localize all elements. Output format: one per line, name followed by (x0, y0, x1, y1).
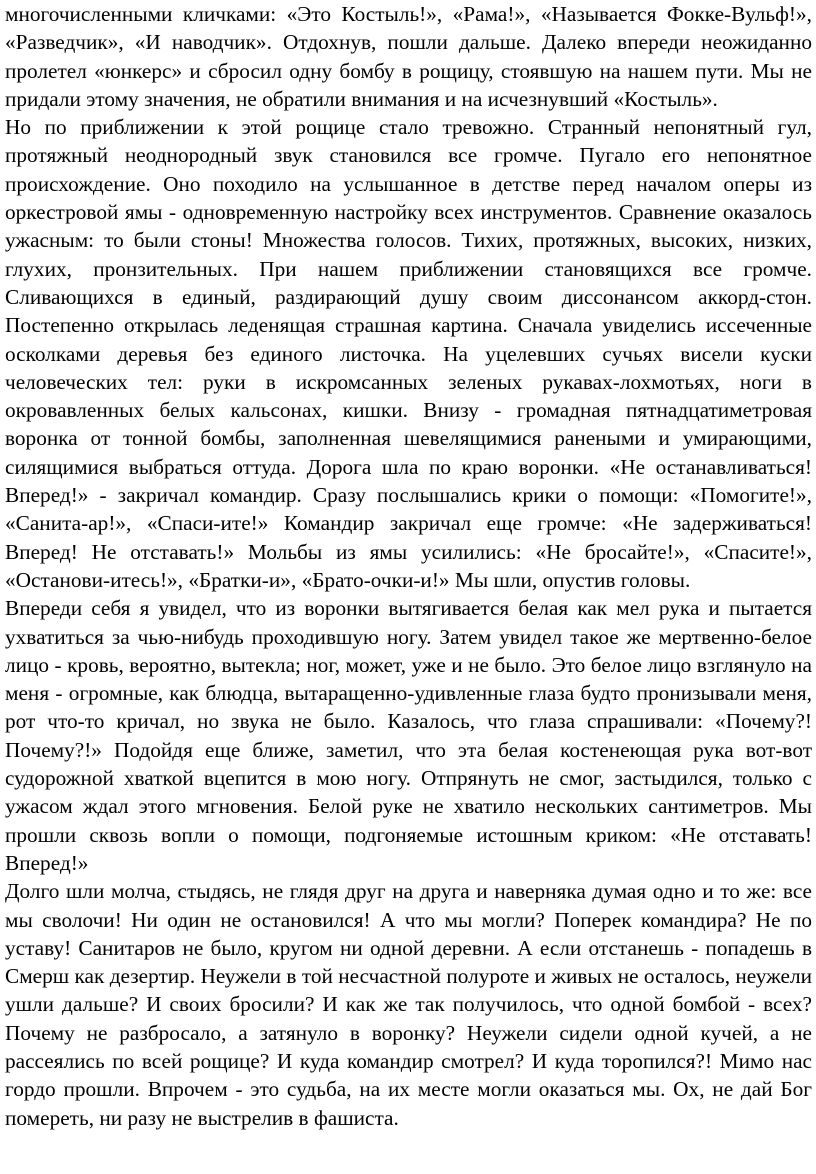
paragraph-4: Долго шли молча, стыдясь, не глядя друг на друга и наверняка думая одно и то же: все мы сволочи! Ни один не остановился! А что мы могли? Поперек командира? Не по уставу! Санитаров не было, кругом ни одной деревни. А если отстанешь - попадешь в Смерш как дезертир. Неужели в той несчастной полуроте и живых не осталось, неужели ушли дальше? И своих бросили? И как же так получилось, что одной бомбой - всех? Почему не разбросало, а затянуло в воронку? Неужели сидели одной кучей, а не рассеялись по всей рощице? И куда командир смотрел? И куда торопился?! Мимо нас гордо прошли. Впрочем - это судьба, на их месте могли оказаться мы. Ох, не дай Бог помереть, ни разу не выстрелив в фашиста. (5, 879, 812, 1130)
paragraph-1: многочисленными кличками: «Это Костыль!», «Рама!», «Называется Фокке-Вульф!», «Разведчик», «И наводчик». Отдохнув, пошли дальше. Далеко впереди неожиданно пролетел «юнкерс» и сбросил одну бомбу в рощицу, стоявшую на нашем пути. Мы не придали этому значения, не обратили внимания и на исчезнувший «Костыль». (5, 2, 812, 111)
paragraph-2: Но по приближении к этой рощице стало тревожно. Странный непонятный гул, протяжный неоднородный звук становился все громче. Пугало его непонятное происхождение. Оно походило на услышанное в детстве перед началом оперы из оркестровой ямы - одновременную настройку всех инструментов. Сравнение оказалось ужасным: то были стоны! Множества голосов. Тихих, протяжных, высоких, низких, глухих, пронзительных. При нашем приближении становящихся все громче. Сливающихся в единый, раздирающий душу своим диссонансом аккорд-стон. Постепенно открылась леденящая страшная картина. Сначала увиделись иссеченные осколками деревья без единого листочка. На уцелевших сучьях висели куски человеческих тел: руки в искромсанных зеленых рукавах-лохмотьях, ноги в окровавленных белых кальсонах, кишки. Внизу - громадная пятнадцатиметровая воронка от тонной бомбы, заполненная шевелящимися ранеными и умирающими, силящимися выбраться оттуда. Дорога шла по краю воронки. «Не останавливаться! Вперед!» - закричал командир. Сразу послышались крики о помощи: «Помогите!», «Санита-ар!», «Спаси-ите!» Командир закричал еще громче: «Не задерживаться! Вперед! Не отставать!» Мольбы из ямы усилились: «Не бросайте!», «Спасите!», «Останови-итесь!», «Братки-и», «Брато-очки-и!» Мы шли, опустив головы. (5, 115, 812, 592)
paragraph-3: Впереди себя я увидел, что из воронки вытягивается белая как мел рука и пытается ухватиться за чью-нибудь проходившую ногу. Затем увидел такое же мертвенно-белое лицо - кровь, вероятно, вытекла; ног, может, уже и не было. Это белое лицо взглянуло на меня - огромные, как блюдца, вытаращенно-удивленные глаза будто пронизывали меня, рот что-то кричал, но звука не было. Казалось, что глаза спрашивали: «Почему?! Почему?!» Подойдя еще ближе, заметил, что эта белая костенеющая рука вот-вот судорожной хваткой вцепится в мою ногу. Отпрянуть не смог, застыдился, только с ужасом ждал этого мгновения. Белой руке не хватило нескольких сантиметров. Мы прошли сквозь вопли о помощи, подгоняемые истошным криком: «Не отставать! Вперед!» (5, 596, 812, 875)
